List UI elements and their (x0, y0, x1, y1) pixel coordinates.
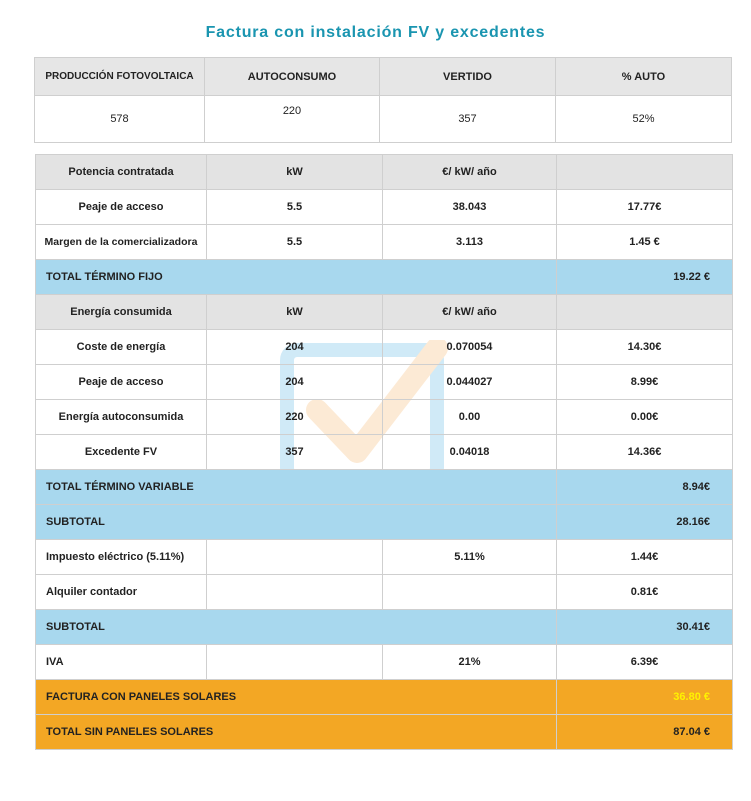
row-total: 14.36€ (557, 435, 733, 470)
value-produccion: 578 (35, 96, 205, 143)
row-label: Coste de energía (36, 330, 207, 365)
row-total: 8.99€ (557, 365, 733, 400)
variable-header-price: €/ kW/ año (383, 295, 557, 330)
row-kw: 357 (207, 435, 383, 470)
variable-total-value: 8.94€ (557, 470, 733, 505)
variable-header-total (557, 295, 733, 330)
row-label: Energía autoconsumida (36, 400, 207, 435)
row-kw: 220 (207, 400, 383, 435)
summary-values-row (35, 96, 732, 143)
table-row (36, 540, 733, 575)
header-vertido: VERTIDO (380, 58, 556, 96)
row-price: 0.04018 (383, 435, 557, 470)
table-row (36, 575, 733, 610)
fixed-total-value: 19.22 € (557, 260, 733, 295)
iva-rate: 21% (383, 645, 557, 680)
row-total: 17.77€ (557, 190, 733, 225)
tax-label: Alquiler contador (36, 575, 207, 610)
row-label: Peaje de acceso (36, 365, 207, 400)
tax-empty (207, 540, 383, 575)
with-panels-row (36, 680, 733, 715)
row-total: 1.45 € (557, 225, 733, 260)
table-row (36, 330, 733, 365)
summary-header-row (35, 58, 732, 96)
without-panels-label: TOTAL SIN PANELES SOLARES (36, 715, 557, 750)
header-produccion: PRODUCCIÓN FOTOVOLTAICA (35, 58, 205, 96)
variable-total-row (36, 470, 733, 505)
fixed-header-price: €/ kW/ año (383, 155, 557, 190)
row-total: 14.30€ (557, 330, 733, 365)
subtotal-label: SUBTOTAL (36, 505, 557, 540)
subtotal-label: SUBTOTAL (36, 610, 557, 645)
row-label: Peaje de acceso (36, 190, 207, 225)
tax-rate (383, 575, 557, 610)
invoice-table (35, 154, 733, 750)
row-price: 0.00 (383, 400, 557, 435)
summary-table (34, 57, 732, 143)
header-pct-auto: % AUTO (556, 58, 732, 96)
row-price: 38.043 (383, 190, 557, 225)
page-title: Factura con instalación FV y excedentes (205, 24, 546, 41)
tax-rate: 5.11% (383, 540, 557, 575)
value-vertido: 357 (380, 96, 556, 143)
without-panels-row (36, 715, 733, 750)
row-label: Margen de la comercializadora (36, 225, 207, 260)
subtotal-row (36, 505, 733, 540)
variable-header-unit: kW (207, 295, 383, 330)
fixed-total-row (36, 260, 733, 295)
row-price: 0.044027 (383, 365, 557, 400)
value-autoconsumo: 220 (205, 96, 380, 143)
variable-total-label: TOTAL TÉRMINO VARIABLE (36, 470, 557, 505)
variable-header-label: Energía consumida (36, 295, 207, 330)
row-kw: 5.5 (207, 225, 383, 260)
iva-label: IVA (36, 645, 207, 680)
fixed-header-total (557, 155, 733, 190)
without-panels-value: 87.04 € (557, 715, 733, 750)
fixed-header-unit: kW (207, 155, 383, 190)
iva-row (36, 645, 733, 680)
variable-header-row (36, 295, 733, 330)
row-label: Excedente FV (36, 435, 207, 470)
row-price: 3.113 (383, 225, 557, 260)
iva-empty (207, 645, 383, 680)
fixed-header-row (36, 155, 733, 190)
row-total: 0.00€ (557, 400, 733, 435)
fixed-header-label: Potencia contratada (36, 155, 207, 190)
with-panels-label: FACTURA CON PANELES SOLARES (36, 680, 557, 715)
tax-value: 0.81€ (557, 575, 733, 610)
tax-value: 1.44€ (557, 540, 733, 575)
tax-empty (207, 575, 383, 610)
table-row (36, 435, 733, 470)
row-kw: 204 (207, 330, 383, 365)
table-row (36, 190, 733, 225)
value-pct-auto: 52% (556, 96, 732, 143)
table-row (36, 225, 733, 260)
subtotal-value: 30.41€ (557, 610, 733, 645)
table-row (36, 365, 733, 400)
iva-value: 6.39€ (557, 645, 733, 680)
row-kw: 204 (207, 365, 383, 400)
fixed-total-label: TOTAL TÉRMINO FIJO (36, 260, 557, 295)
header-autoconsumo: AUTOCONSUMO (205, 58, 380, 96)
tax-label: Impuesto eléctrico (5.11%) (36, 540, 207, 575)
subtotal-row (36, 610, 733, 645)
table-row (36, 400, 733, 435)
row-kw: 5.5 (207, 190, 383, 225)
with-panels-value: 36.80 € (557, 680, 733, 715)
subtotal-value: 28.16€ (557, 505, 733, 540)
row-price: 0.070054 (383, 330, 557, 365)
